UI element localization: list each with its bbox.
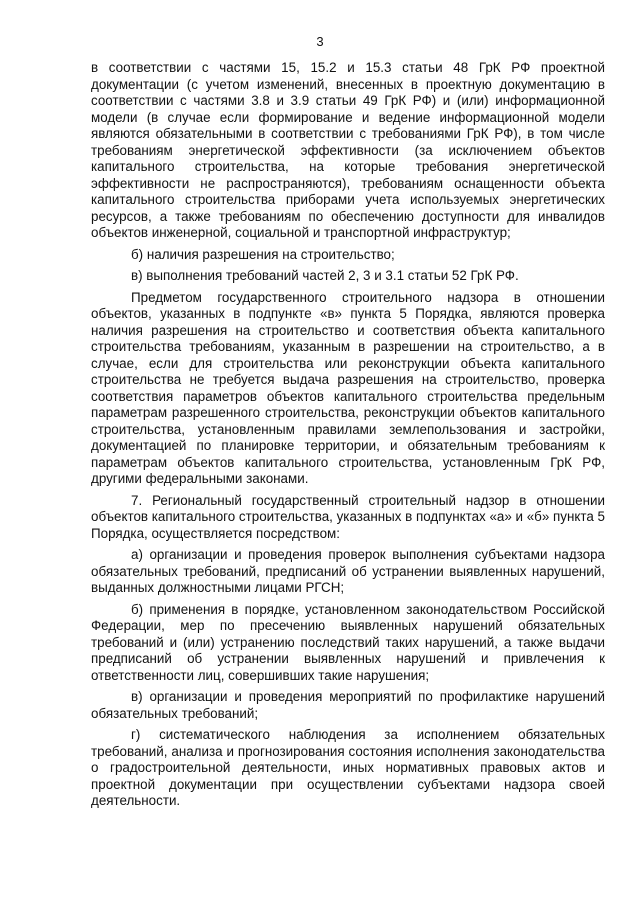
page-number: 3 (316, 34, 324, 49)
paragraph-item-v: в) выполнения требований частей 2, 3 и 3.1 статьи 52 ГрК РФ. (131, 268, 519, 283)
paragraph-item-a: а) организации и проведения проверок выполнения субъектами надзора обязательных требований, предписаний об устранении выявленных нарушений, выданных должностными лицами РГСН; (91, 547, 605, 595)
paragraph-item-v2: в) организации и проведения мероприятий по профилактике нарушений обязательных требований; (91, 689, 605, 721)
paragraph-item-b2: б) применения в порядке, установленном законодательством Российской Федерации, мер по пресечению выявленных нарушений обязательных требований и (или) устранению последствий таких нарушений, а также выдачи предписаний об устранении выявленных нарушений и привлечения к ответственности лиц, совершивших такие нарушения; (91, 601, 605, 683)
paragraph-item-g: г) систематического наблюдения за исполнением обязательных требований, анализа и прогнозирования состояния исполнения законодательства о градостроительной деятельности, иных нормативных правовых актов и проектной документации при осуществлении субъектами надзора своей деятельности. (91, 727, 605, 808)
paragraph-continuation: в соответствии с частями 15, 15.2 и 15.3 статьи 48 ГрК РФ проектной документации (с учетом изменений, внесенных в проектную документацию в соответствии с частями 3.8 и 3.9 статьи 49 ГрК РФ) и (или) информационной модели (в случае если формирование и ведение информационной модели являются обязательными в соответствии с требованиями ГрК РФ), в том числе требованиям энергетической эффективности (за исключением объектов капитального строительства, на которые требования энергетической эффективности не распространяются), требованиям оснащенности объекта капитального строительства приборами учета используемых энергетических ресурсов, а также требованиям по обеспечению доступности для инвалидов объектов инженерной, социальной и транспортной инфраструктур; (91, 60, 605, 240)
document-body (91, 60, 605, 815)
paragraph-item-b: б) наличия разрешения на строительство; (131, 246, 395, 262)
paragraph-section-7: 7. Региональный государственный строительный надзор в отношении объектов капитального строительства, указанных в подпунктах «а» и «б» пункта 5 Порядка, осуществляется посредством: (91, 492, 605, 541)
paragraph-subject-of-supervision: Предметом государственного строительного надзора в отношении объектов, указанных в подпункте «в» пункта 5 Порядка, являются проверка наличия разрешения на строительство и соответствия объекта капитального строительства требованиям, указанным в разрешении на строительство, а в случае, если для строительства или реконструкции объекта капитального строительства не требуется выдача разрешения на строительство, проверка соответствия параметров объектов капитального строительства предельным параметрам разрешенного строительства, реконструкции объектов капитального строительства, установленным правилами землепользования и застройки, документацией по планировке территории, и обязательным требованиям к параметрам объектов капитального строительства, установленным ГрК РФ, другими федеральными законами. (91, 289, 605, 486)
